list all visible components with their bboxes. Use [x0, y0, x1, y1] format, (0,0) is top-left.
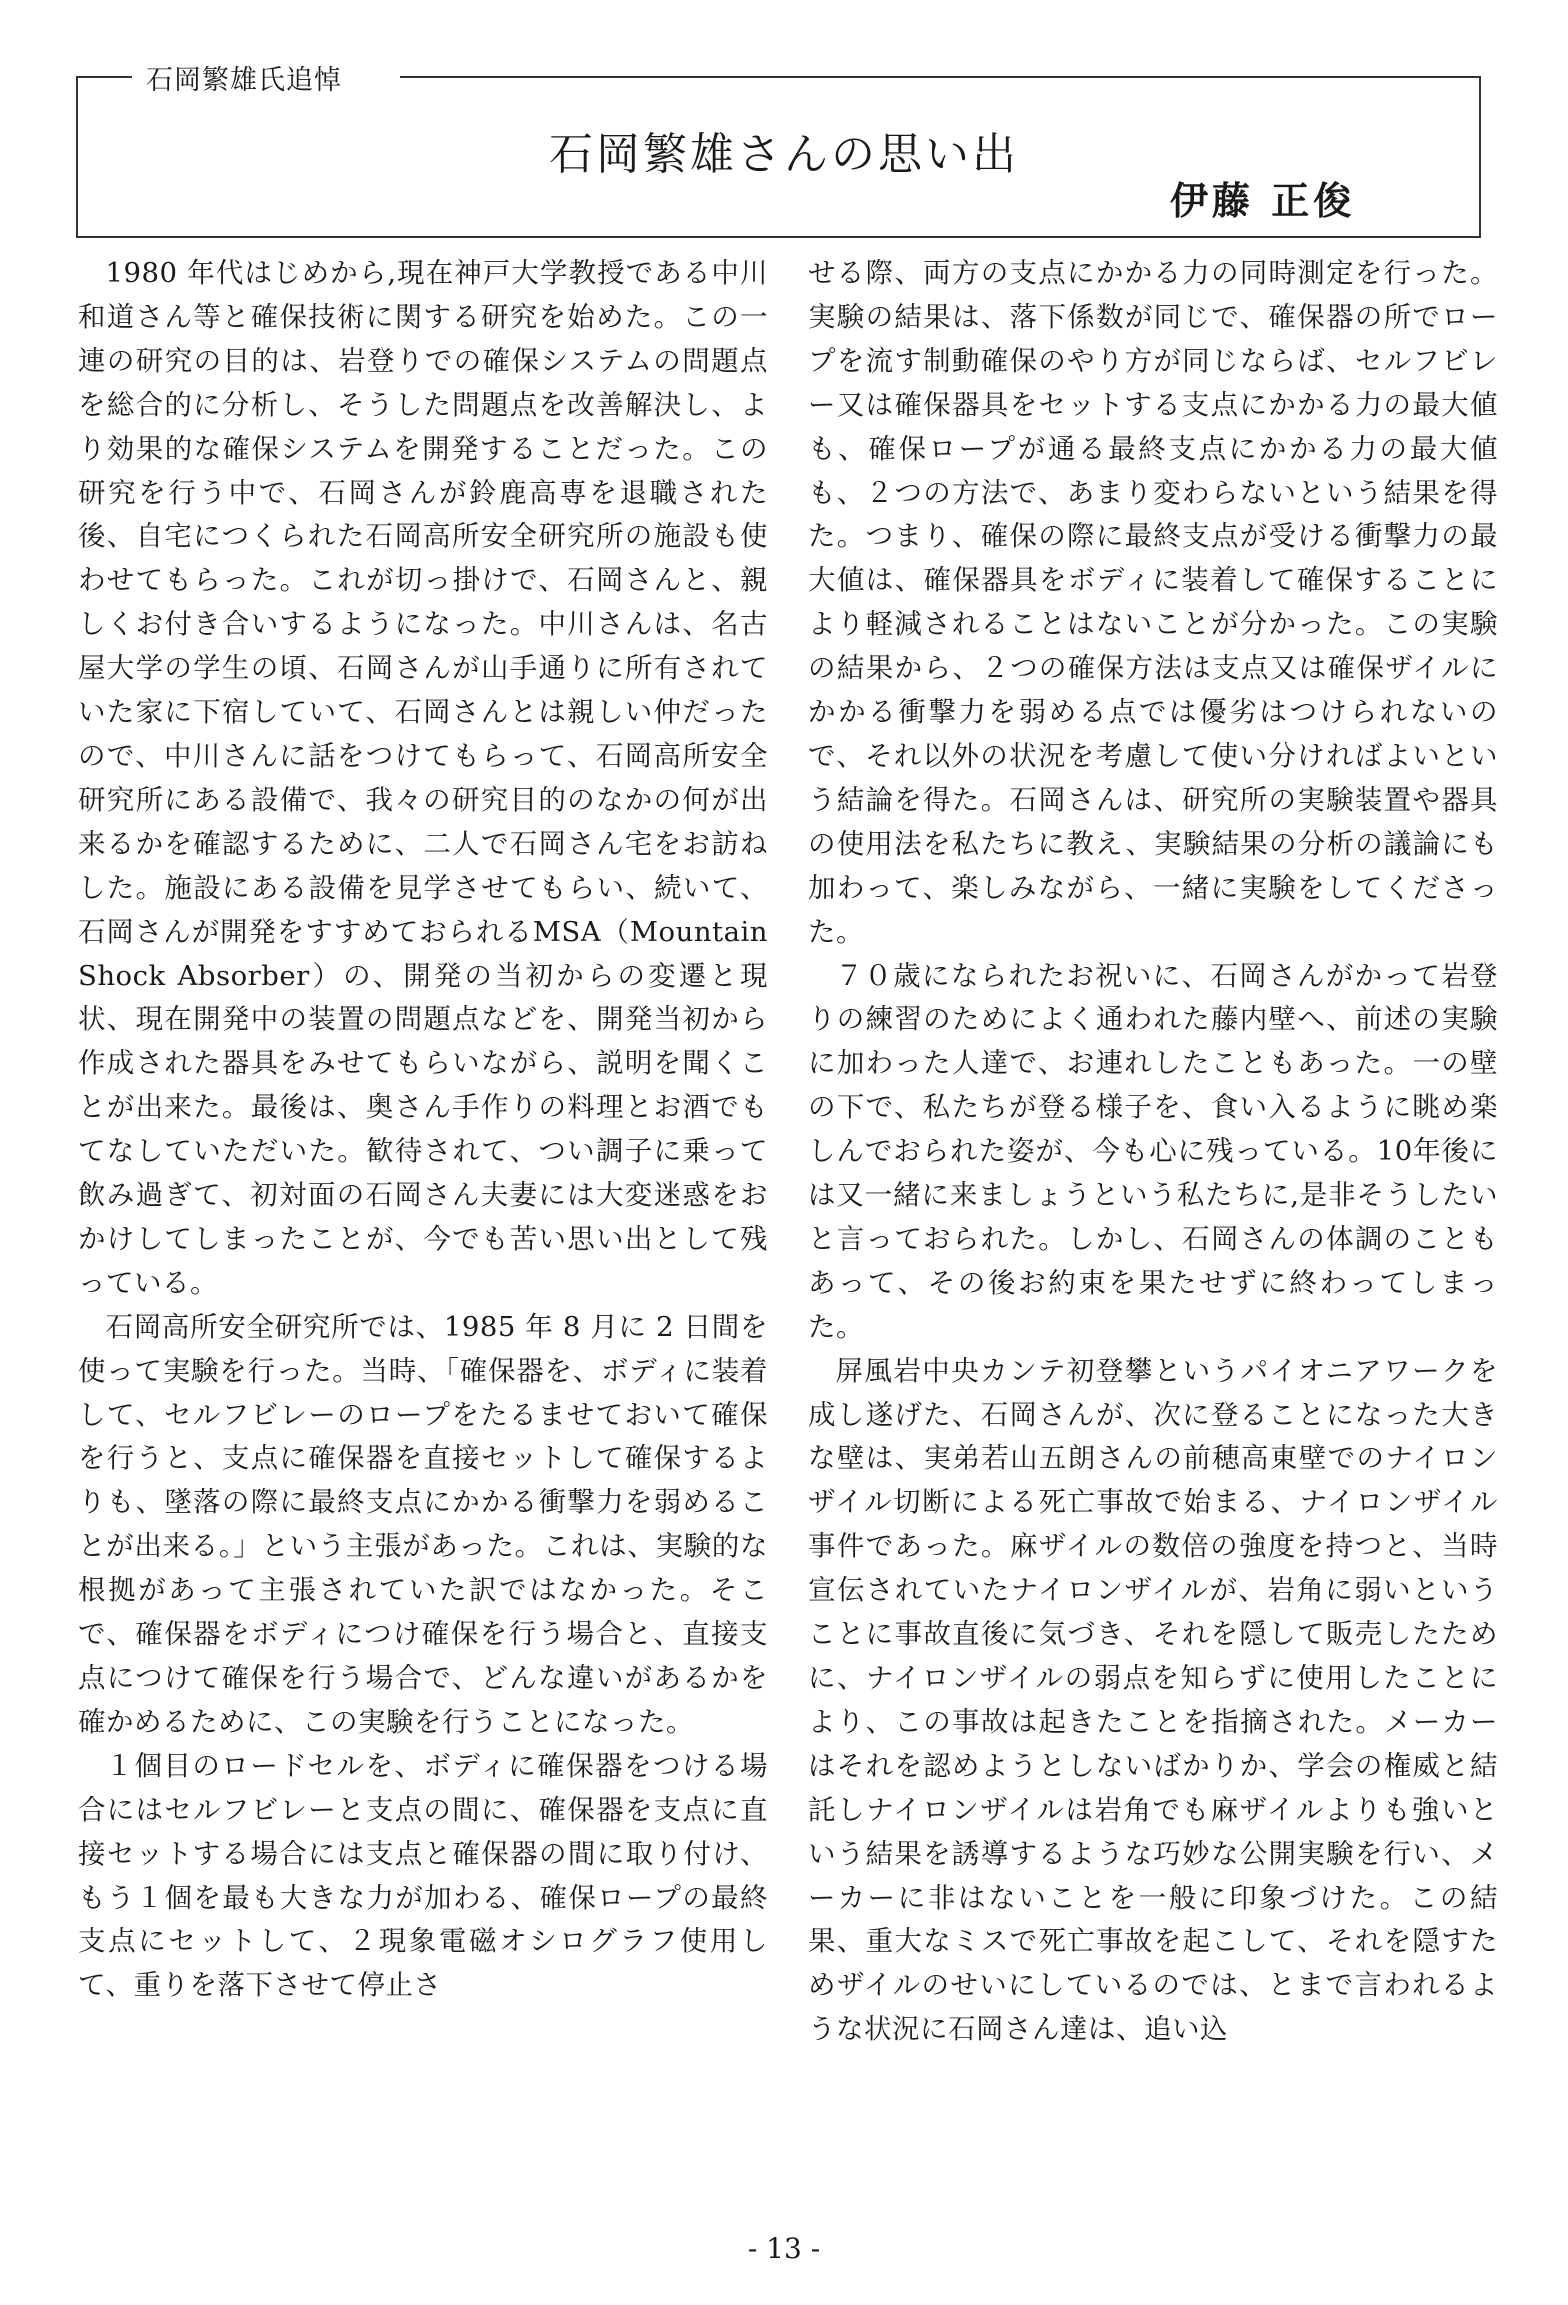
- paragraph: 屏風岩中央カンテ初登攀というパイオニアワークを成し遂げた、石岡さんが、次に登ることになった大きな壁は、実弟若山五朗さんの前穂高東壁でのナイロンザイル切断による死亡事故で始まる、ナイロンザイル事件であった。麻ザイルの数倍の強度を持つと、当時宣伝されていたナイロンザイルが、岩角に弱いということに事故直後に気づき、それを隠して販売したために、ナイロンザイルの弱点を知らずに使用したことにより、この事故は起きたことを指摘された。メーカーはそれを認めようとしないばかりか、学会の権威と結託しナイロンザイルは岩角でも麻ザイルよりも強いという結果を誘導するような巧妙な公開実験を行い、メーカーに非はないことを一般に印象づけた。この結果、重大なミスで死亡事故を起こして、それを隠すためザイルのせいにしているのでは、とまで言われるような状況に石岡さん達は、追い込: [808, 1354, 1498, 2046]
- author-name: 伊藤 正俊: [1170, 179, 1356, 223]
- section-label: 石岡繁雄氏追悼: [140, 58, 348, 97]
- right-column: [808, 252, 1498, 2052]
- paragraph: 1980 年代はじめから,現在神戸大学教授である中川和道さん等と確保技術に関する研究を始めた。この一連の研究の目的は、岩登りでの確保システムの問題点を総合的に分析し、そうした問題点を改善解決し、より効果的な確保システムを開発することだった。この研究を行う中で、石岡さんが鈴鹿高専を退職された後、自宅につくられた石岡高所安全研究所の施設も使わせてもらった。これが切っ掛けで、石岡さんと、親しくお付き合いするようになった。中川さんは、名古屋大学の学生の頃、石岡さんが山手通りに所有されていた家に下宿していて、石岡さんとは親しい仲だったので、中川さんに話をつけてもらって、石岡高所安全研究所にある設備で、我々の研究目的のなかの何が出来るかを確認するために、二人で石岡さん宅をお訪ねした。施設にある設備を見学させてもらい、続いて、石岡さんが開発をすすめておられるMSA（Mountain Shock Absorber）の、開発の当初からの変遷と現状、現在開発中の装置の問題点などを、開発当初から作成された器具をみせてもらいながら、説明を聞くことが出来た。最後は、奥さん手作りの料理とお酒でもてなしていただいた。歓待されて、つい調子に乗って飲み過ぎて、初対面の石岡さん夫妻には大変迷惑をおかけしてしまったことが、今でも苦い思い出として残っている。: [78, 257, 768, 1299]
- article-title: 石岡繁雄さんの思い出: [549, 129, 1019, 180]
- left-column: [78, 252, 768, 2008]
- paragraph: 石岡高所安全研究所では、1985 年 8 月に 2 日間を使って実験を行った。当時、「確保器を、ボディに装着して、セルフビレーのロープをたるませておいて確保を行うと、支点に確保器を直接セットして確保するよりも、墜落の際に最終支点にかかる衝撃力を弱めることが出来る。」という主張があった。これは、実験的な根拠があって主張されていた訳ではなかった。そこで、確保器をボディにつけ確保を行う場合と、直接支点につけて確保を行う場合で、どんな違いがあるかを確かめるために、この実験を行うことになった。: [78, 1310, 768, 1738]
- paragraph: ７０歳になられたお祝いに、石岡さんがかって岩登りの練習のためによく通われた藤内壁へ、前述の実験に加わった人達で、お連れしたこともあった。一の壁の下で、私たちが登る様子を、食い入るように眺め楽しんでおられた姿が、今も心に残っている。10年後には又一緒に来ましょうという私たちに,是非そうしたいと言っておられた。しかし、石岡さんの体調のこともあって、その後お約束を果たせずに終わってしまった。: [808, 959, 1498, 1343]
- paragraph: １個目のロードセルを、ボディに確保器をつける場合にはセルフビレーと支点の間に、確保器を支点に直接セットする場合には支点と確保器の間に取り付け、もう１個を最も大きな力が加わる、確保ロープの最終支点にセットして、２現象電磁オシログラフ使用して、重りを落下させて停止さ: [78, 1749, 768, 2002]
- paragraph-continued: せる際、両方の支点にかかる力の同時測定を行った。実験の結果は、落下係数が同じで、確保器の所でロープを流す制動確保のやり方が同じならば、セルフビレー又は確保器具をセットする支点にかかる力の最大値も、確保ロープが通る最終支点にかかる力の最大値も、２つの方法で、あまり変わらないという結果を得た。つまり、確保の際に最終支点が受ける衝撃力の最大値は、確保器具をボディに装着して確保することにより軽減されることはないことが分かった。この実験の結果から、２つの確保方法は支点又は確保ザイルにかかる衝撃力を弱める点では優劣はつけられないので、それ以外の状況を考慮して使い分ければよいという結論を得た。石岡さんは、研究所の実験装置や器具の使用法を私たちに教え、実験結果の分析の議論にも加わって、楽しみながら、一緒に実験をしてくださった。: [808, 257, 1498, 948]
- page-number: - 13 -: [747, 2232, 821, 2265]
